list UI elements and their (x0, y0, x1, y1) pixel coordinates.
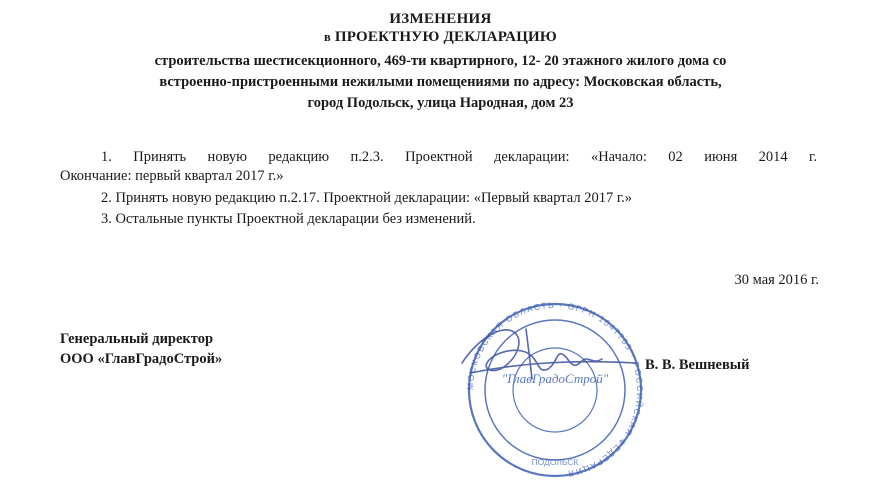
subtitle-line-1: строительства шестисекционного, 469-ти квартирного, 12- 20 этажного жилого дома со (154, 53, 727, 69)
item-3: 3. Остальные пункты Проектной декларации без изменений. (101, 211, 476, 227)
seal-city-text: ПОДОЛЬСК (531, 457, 579, 467)
seal-middle-ring (485, 320, 625, 460)
signatory-company: ООО «ГлавГрадоСтрой» (60, 351, 223, 367)
document-title-line2 (0, 29, 881, 46)
subtitle-line-3: город Подольск, улица Народная, дом 23 (307, 95, 574, 111)
company-seal-stamp (440, 285, 670, 480)
title-preposition: в (323, 30, 331, 44)
signatory-name: В. В. Вешневый (645, 357, 750, 373)
document-title: ИЗМЕНЕНИЯ (389, 11, 492, 27)
subtitle-line-2: встроенно-пристроенными нежилыми помещениями по адресу: Московская область, (159, 74, 722, 90)
item-2: 2. Принять новую редакцию п.2.17. Проектной декларации: «Первый квартал 2017 г.» (101, 190, 633, 206)
signatory-position: Генеральный директор (60, 331, 214, 347)
title-declaration: ПРОЕКТНУЮ ДЕКЛАРАЦИЮ (334, 29, 558, 45)
item-1-line-1: 1. Принять новую редакцию п.2.3. Проектной декларации: «Начало: 02 июня 2014 г. (101, 149, 817, 165)
document-date: 30 мая 2016 г. (734, 272, 819, 288)
item-1-line-2: Окончание: первый квартал 2017 г.» (60, 168, 284, 184)
seal-ring-text: МОСКОВСКАЯ ОБЛАСТЬ · ОГРН 1047705 · РОССИЙСКАЯ ФЕДЕРАЦИЯ (464, 299, 646, 480)
seal-center-text: "ГлавГрадоСтрой" (501, 371, 609, 386)
